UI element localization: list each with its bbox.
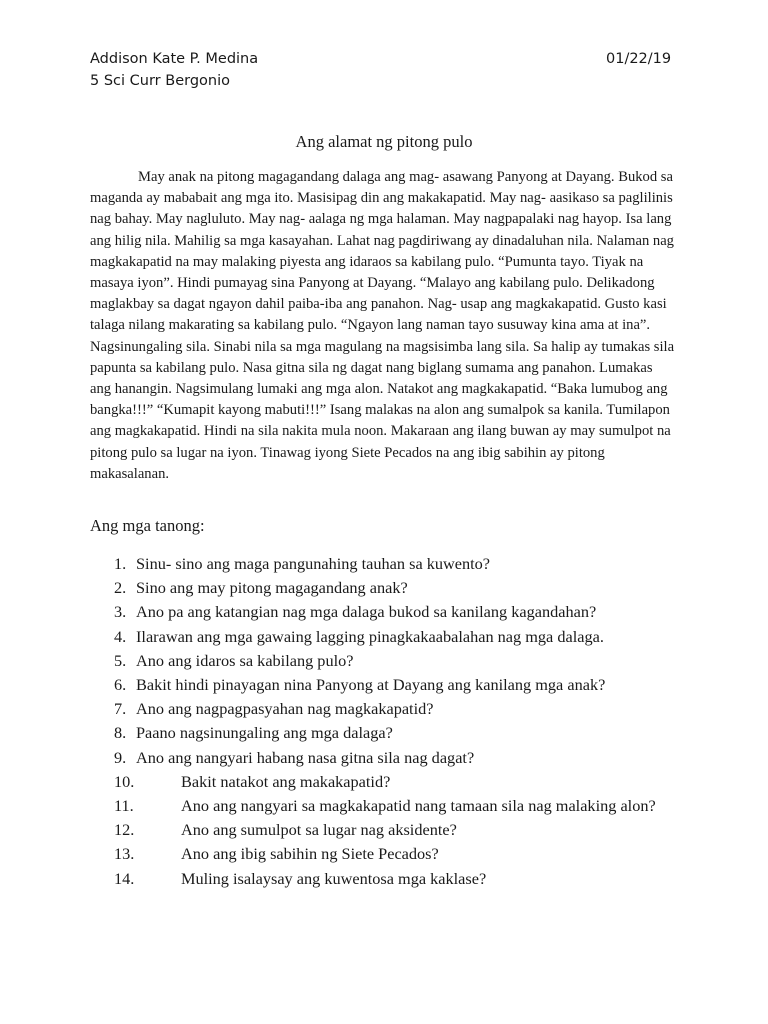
question-item — [90, 770, 690, 794]
question-item — [90, 746, 690, 770]
question-item — [90, 794, 690, 818]
question-text: Sino ang may pitong magagandang anak? — [136, 578, 408, 598]
question-number: 13. — [114, 844, 135, 864]
student-section: 5 Sci Curr Bergonio — [90, 73, 230, 89]
student-name: Addison Kate P. Medina — [90, 51, 259, 67]
question-item — [90, 649, 690, 673]
question-item — [90, 721, 690, 745]
question-text: Ano pa ang katangian nag mga dalaga bukod sa kanilang kagandahan? — [136, 602, 597, 622]
question-item — [90, 625, 690, 649]
question-number: 14. — [114, 868, 135, 888]
question-number: 12. — [114, 820, 135, 840]
question-number: 9. — [114, 747, 127, 767]
question-number: 8. — [114, 723, 127, 743]
question-text: Sinu- sino ang maga pangunahing tauhan sa kuwento? — [136, 554, 491, 573]
question-number: 4. — [114, 626, 127, 646]
question-item — [90, 818, 690, 842]
question-text: Ano ang nagpagpasyahan nag magkakapatid? — [136, 699, 434, 719]
question-text: Muling isalaysay ang kuwentosa mga kaklase? — [181, 868, 487, 888]
question-number: 11. — [114, 796, 134, 816]
question-number: 5. — [114, 650, 127, 670]
question-item — [90, 576, 690, 600]
question-text: Bakit hindi pinayagan nina Panyong at Dayang ang kanilang mga anak? — [136, 675, 606, 695]
question-number: 7. — [114, 699, 127, 719]
question-item — [90, 673, 690, 697]
questions-list — [90, 552, 690, 891]
date-text: 01/22/19 — [606, 51, 672, 67]
question-number: 2. — [114, 578, 127, 598]
questions-heading: Ang mga tanong: — [90, 516, 205, 535]
page-title: Ang alamat ng pitong pulo — [295, 132, 473, 151]
question-number: 1. — [114, 554, 127, 573]
question-text: Ilarawan ang mga gawaing lagging pinagkakaabalahan nag mga dalaga. — [136, 626, 604, 646]
question-item — [90, 697, 690, 721]
question-number: 6. — [114, 675, 127, 695]
student-info — [90, 48, 258, 92]
question-text: Ano ang sumulpot sa lugar nag aksidente? — [181, 820, 457, 840]
question-number: 3. — [114, 602, 127, 622]
question-text: Ano ang idaros sa kabilang pulo? — [136, 650, 354, 670]
document-date — [606, 48, 671, 70]
question-text: Ano ang nangyari sa magkakapatid nang tamaan sila nag malaking alon? — [181, 796, 656, 816]
question-text: Bakit natakot ang makakapatid? — [181, 771, 391, 791]
question-text: Ano ang nangyari habang nasa gitna sila nag dagat? — [136, 747, 475, 767]
question-item — [90, 552, 690, 576]
question-number: 10. — [114, 771, 135, 791]
question-item — [90, 842, 690, 866]
story-paragraph: May anak na pitong magagandang dalaga ang mag- asawang Panyong at Dayang. Bukod sa maganda ay mababait ang mga ito. Masisipag din ang makakapatid. May nag- aasikaso sa paglilinis nag bahay. May nagluluto. May nag- aalaga ng mga halaman. May nagpapalaki nag hayop. Isa lang ang hilig nila. Mahilig sa mga kasayahan. Lahat nag pagdiriwang ay dinadaluhan nila. Nalaman nag magkakapatid na may malaking piyesta ang idaraos sa kabilang pulo. “Pumunta tayo. Tiyak na masaya iyon”. Hindi pumayag sina Panyong at Dayang. “Malayo ang kabilang pulo. Delikadong maglakbay sa dagat ngayon dahil paiba-iba ang panahon. Nag- usap ang magkakapatid. Gusto kasi talaga nilang makarating sa kabilang pulo. “Ngayon lang naman tayo susuway kina ama at ina”. Nagsinungaling sila. Sinabi nila sa mga magulang na magsisimba lang sila. Sa halip ay tumakas sila papunta sa kabilang pulo. Nasa gitna sila ng dagat nang biglang sumama ang panahon. Lumakas ang hanangin. Nagsimulang lumaki ang mga alon. Natakot ang magkakapatid. “Baka lumubog ang bangka!!!” “Kumapit kayong mabuti!!!” Isang malakas na alon ang sumalpok sa kanila. Tumilapon ang magkakapatid. Hindi na sila nakita mula noon. Makaraan ang ilang buwan ay may sumulpot na pitong pulo sa lugar na iyon. Tinawag iyong Siete Pecados na ang ibig sabihin ay pitong makasalanan. — [90, 169, 675, 482]
question-item — [90, 867, 690, 891]
question-item — [90, 600, 690, 624]
question-text: Paano nagsinungaling ang mga dalaga? — [136, 723, 393, 743]
question-text: Ano ang ibig sabihin ng Siete Pecados? — [181, 844, 439, 864]
